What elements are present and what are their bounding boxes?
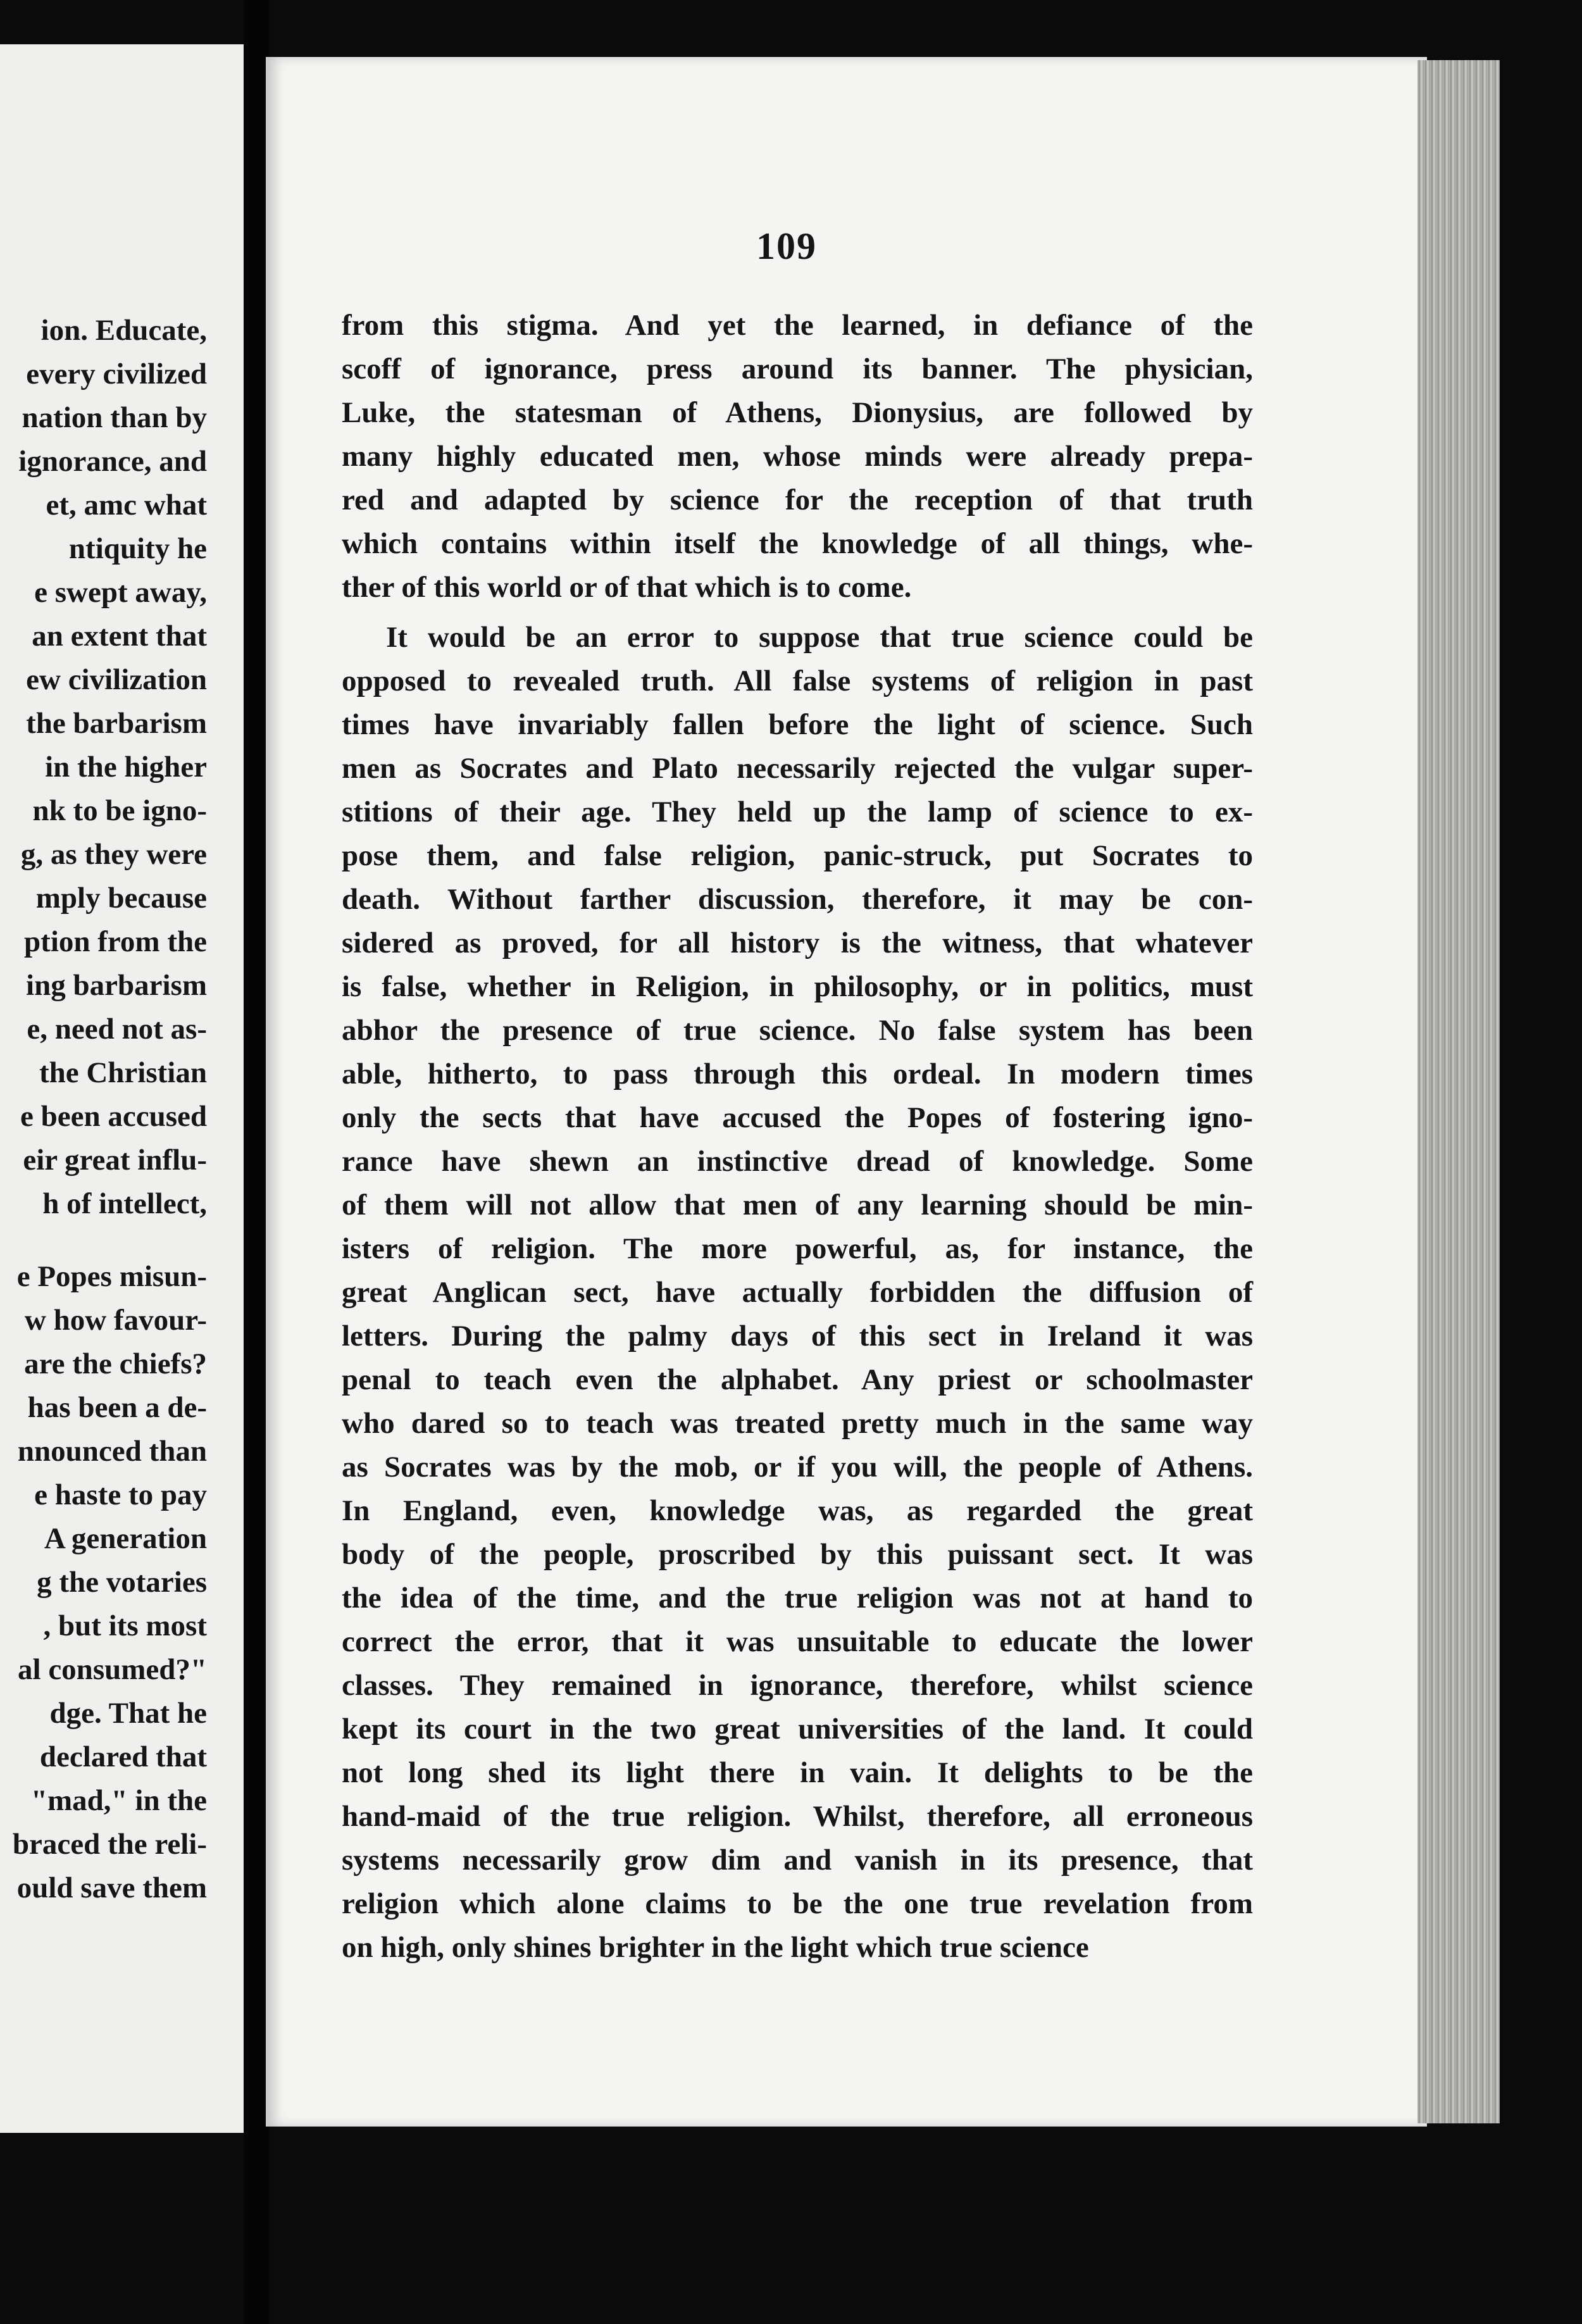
body-line: opposed to revealed truth. All false systems of religion in past xyxy=(342,665,1253,697)
left-page-line: are the chiefs? xyxy=(24,1347,207,1380)
body-line: great Anglican sect, have actually forbidden the diffusion of xyxy=(342,1276,1253,1309)
body-line: classes. They remained in ignorance, therefore, whilst science xyxy=(342,1669,1253,1702)
left-page-line: ignorance, and xyxy=(18,445,207,478)
body-line: pose them, and false religion, panic-struck, put Socrates to xyxy=(342,839,1253,872)
left-page-line: et, amc what xyxy=(46,489,207,522)
body-line: on high, only shines brighter in the light which true science xyxy=(342,1931,1089,1964)
left-page-line: A generation xyxy=(44,1522,207,1555)
left-page-line: e swept away, xyxy=(34,576,207,609)
left-page-line: has been a de- xyxy=(27,1391,207,1424)
body-line: only the sects that have accused the Popes of fostering igno- xyxy=(342,1101,1253,1134)
left-page-line: an extent that xyxy=(32,620,207,653)
left-page-line xyxy=(13,1226,207,1255)
left-page-text xyxy=(13,309,207,1910)
book-gutter xyxy=(244,0,269,2324)
body-line: rance have shewn an instinctive dread of knowledge. Some xyxy=(342,1145,1253,1178)
body-line: is false, whether in Religion, in philosophy, or in politics, must xyxy=(342,970,1253,1003)
left-page-line: e been accused xyxy=(20,1100,207,1133)
body-line: stitions of their age. They held up the lamp of science to ex- xyxy=(342,796,1253,828)
left-page-line: nnounced than xyxy=(17,1435,207,1468)
body-line: sidered as proved, for all history is the witness, that whatever xyxy=(342,927,1253,959)
body-line: able, hitherto, to pass through this ordeal. In modern times xyxy=(342,1058,1253,1090)
body-line: hand-maid of the true religion. Whilst, therefore, all erroneous xyxy=(342,1800,1253,1833)
body-line: Luke, the statesman of Athens, Dionysius, are followed by xyxy=(342,396,1253,429)
left-page-line: h of intellect, xyxy=(42,1187,207,1220)
left-page-line: e Popes misun- xyxy=(16,1260,207,1293)
body-line: of them will not allow that men of any learning should be min- xyxy=(342,1189,1253,1221)
left-page-line: al consumed?" xyxy=(18,1653,207,1686)
left-page-line: e, need not as- xyxy=(27,1013,207,1046)
body-line: as Socrates was by the mob, or if you will, the people of Athens. xyxy=(342,1451,1253,1484)
left-page-line: ion. Educate, xyxy=(40,314,207,347)
body-line: In England, even, knowledge was, as regarded the great xyxy=(342,1494,1253,1527)
left-page-line: eir great influ- xyxy=(23,1144,207,1177)
left-page-line: mply because xyxy=(35,882,207,915)
left-page-line: ew civilization xyxy=(26,663,207,696)
body-line: who dared so to teach was treated pretty much in the same way xyxy=(342,1407,1253,1440)
body-line: body of the people, proscribed by this puissant sect. It was xyxy=(342,1538,1253,1571)
body-line: correct the error, that it was unsuitable to educate the lower xyxy=(342,1625,1253,1658)
left-page-line: dge. That he xyxy=(49,1697,207,1730)
page-number: 109 xyxy=(756,225,817,267)
page-edge-stack xyxy=(1417,60,1500,2123)
body-line: the idea of the time, and the true religion was not at hand to xyxy=(342,1582,1253,1615)
left-page-line: "mad," in the xyxy=(30,1784,207,1817)
left-page-line: braced the reli- xyxy=(12,1828,207,1861)
left-page-line: nation than by xyxy=(22,401,207,434)
left-page-line: ing barbarism xyxy=(26,969,207,1002)
left-page-line: the barbarism xyxy=(26,707,207,740)
left-page-line: , but its most xyxy=(43,1609,207,1642)
left-page-line: the Christian xyxy=(39,1056,207,1089)
body-line: which contains within itself the knowledge of all things, whe- xyxy=(342,527,1253,560)
body-line: letters. During the palmy days of this sect in Ireland it was xyxy=(342,1320,1253,1353)
left-page-line: w how favour- xyxy=(24,1304,207,1337)
left-page-line: ould save them xyxy=(16,1871,207,1904)
left-page-line: g, as they were xyxy=(20,838,207,871)
body-line: times have invariably fallen before the light of science. Such xyxy=(342,708,1253,741)
left-facing-page xyxy=(0,44,244,2133)
body-line: death. Without farther discussion, therefore, it may be con- xyxy=(342,883,1253,916)
left-page-line: every civilized xyxy=(26,358,207,390)
body-line: many highly educated men, whose minds were already prepa- xyxy=(342,440,1253,473)
body-line: penal to teach even the alphabet. Any priest or schoolmaster xyxy=(342,1363,1253,1396)
left-page-line: g the votaries xyxy=(37,1566,207,1599)
left-page-line: in the higher xyxy=(45,751,207,784)
left-page-line: nk to be igno- xyxy=(32,794,207,827)
body-line: kept its court in the two great universities of the land. It could xyxy=(342,1713,1253,1746)
body-line: isters of religion. The more powerful, as, for instance, the xyxy=(342,1232,1253,1265)
body-line: ther of this world or of that which is to come. xyxy=(342,571,912,604)
body-line: abhor the presence of true science. No false system has been xyxy=(342,1014,1253,1047)
left-page-line: ntiquity he xyxy=(68,532,207,565)
body-line: religion which alone claims to be the one true revelation from xyxy=(342,1887,1253,1920)
left-page-line: ption from the xyxy=(24,925,207,958)
page-body-text xyxy=(342,304,1253,1970)
body-line: It would be an error to suppose that true science could be xyxy=(386,621,1253,654)
left-page-line: e haste to pay xyxy=(34,1478,207,1511)
left-page-line: declared that xyxy=(39,1740,207,1773)
paragraph-gap xyxy=(342,609,1253,616)
body-line: not long shed its light there in vain. It delights to be the xyxy=(342,1756,1253,1789)
body-line: men as Socrates and Plato necessarily rejected the vulgar super- xyxy=(342,752,1253,785)
body-line: systems necessarily grow dim and vanish in its presence, that xyxy=(342,1844,1253,1877)
body-line: red and adapted by science for the reception of that truth xyxy=(342,484,1253,516)
body-line: scoff of ignorance, press around its banner. The physician, xyxy=(342,353,1253,385)
body-line: from this stigma. And yet the learned, in defiance of the xyxy=(342,309,1253,342)
